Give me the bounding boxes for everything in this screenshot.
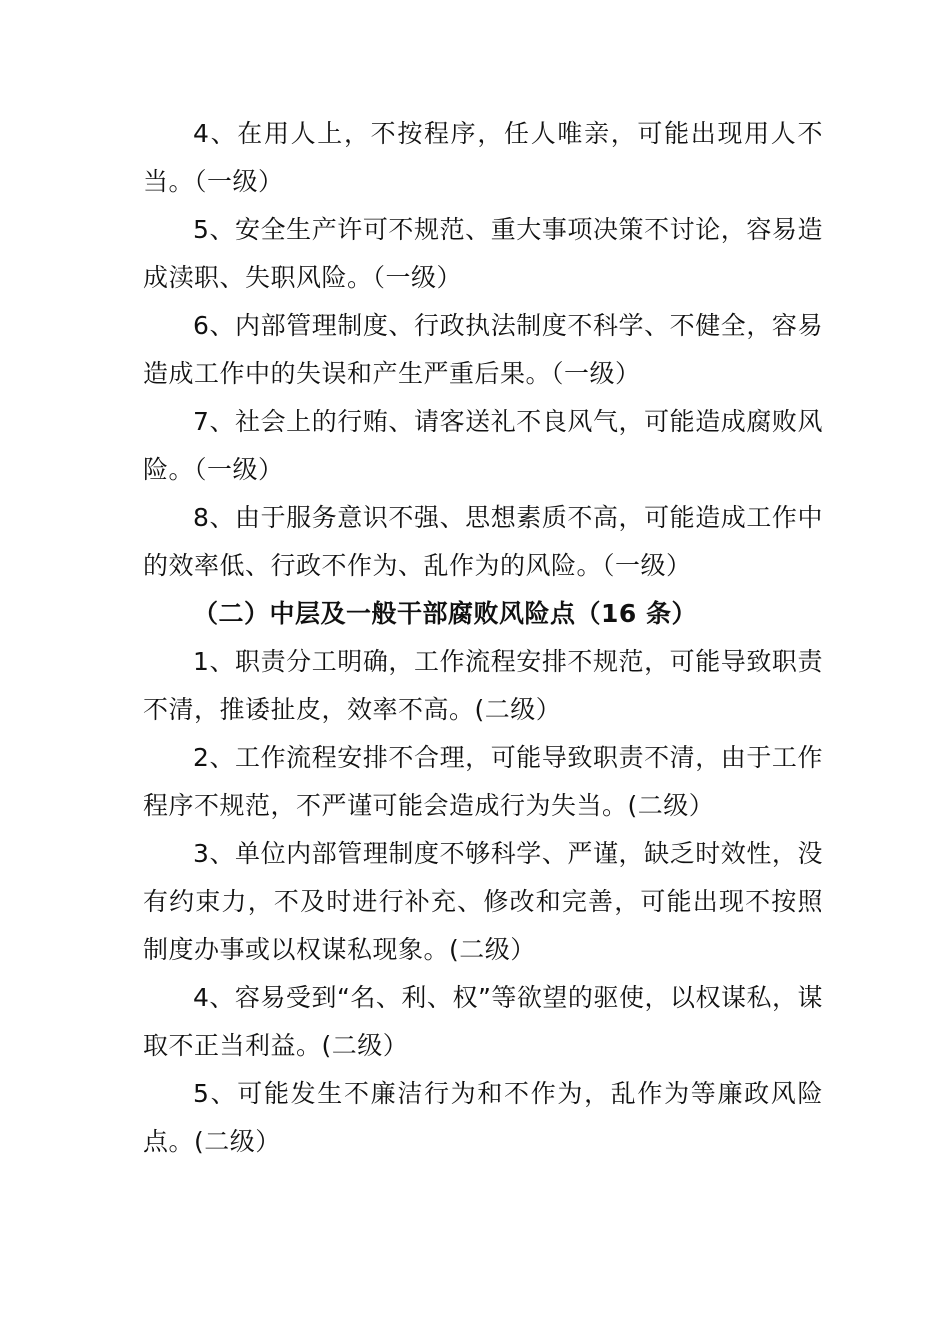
paragraph-middle-3: 3、单位内部管理制度不够科学、严谨，缺乏时效性，没有约束力，不及时进行补充、修改和完善，可能出现不按照制度办事或以权谋私现象。(二级） [143, 839, 823, 964]
document-page [143, 110, 823, 1166]
section-heading: （二）中层及一般干部腐败风险点（16 条） [193, 599, 697, 628]
paragraph-item-5: 5、安全生产许可不规范、重大事项决策不讨论，容易造成渎职、失职风险。（一级） [143, 215, 823, 292]
paragraph-middle-4: 4、容易受到“名、利、权”等欲望的驱使，以权谋私，谋取不正当利益。(二级） [143, 983, 823, 1060]
paragraph-middle-2: 2、工作流程安排不合理，可能导致职责不清，由于工作程序不规范，不严谨可能会造成行为失当。(二级） [143, 743, 823, 820]
paragraph-item-7: 7、社会上的行贿、请客送礼不良风气，可能造成腐败风险。（一级） [143, 407, 823, 484]
paragraph-middle-5: 5、可能发生不廉洁行为和不作为，乱作为等廉政风险点。(二级） [143, 1079, 823, 1156]
paragraph-item-8: 8、由于服务意识不强、思想素质不高，可能造成工作中的效率低、行政不作为、乱作为的风险。（一级） [143, 503, 823, 580]
paragraph-item-4: 4、在用人上，不按程序，任人唯亲，可能出现用人不当。（一级） [143, 119, 823, 196]
paragraph-middle-1: 1、职责分工明确，工作流程安排不规范，可能导致职责不清，推诿扯皮，效率不高。(二级） [143, 647, 823, 724]
paragraph-item-6: 6、内部管理制度、行政执法制度不科学、不健全，容易造成工作中的失误和产生严重后果。（一级） [143, 311, 823, 388]
